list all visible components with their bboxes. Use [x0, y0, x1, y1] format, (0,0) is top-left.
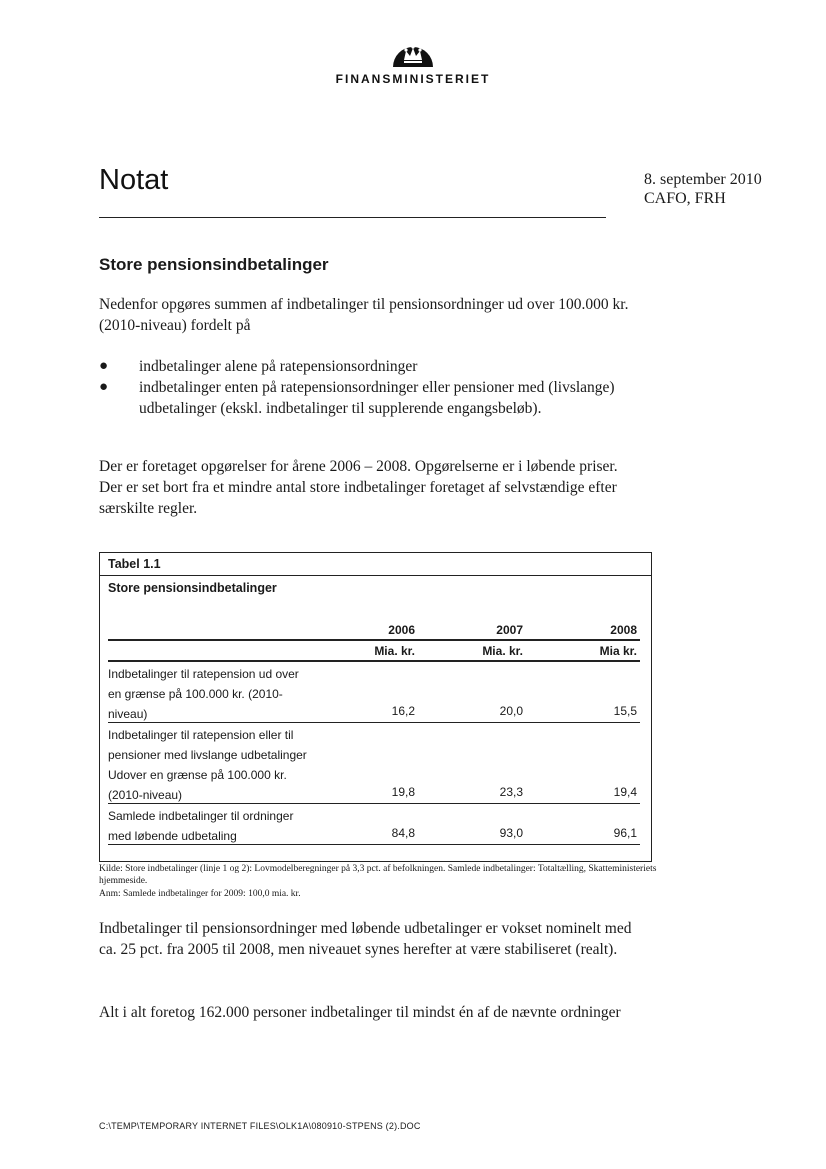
table-row-label: Indbetalinger til ratepension eller til pensioner med livslange udbetalinger Udover en grænse på 100.000 kr. (2010-niveau): [108, 728, 307, 802]
column-header-2008: 2008: [610, 623, 637, 637]
column-header-2006: 2006: [388, 623, 415, 637]
table-title-divider: [100, 575, 651, 576]
bullet-icon: ●: [99, 379, 109, 395]
bullet-list: [99, 356, 659, 419]
ministry-logo: [0, 38, 826, 86]
table-cell: 19,8: [391, 785, 415, 799]
column-header-2007: 2007: [496, 623, 523, 637]
summary-paragraph: Alt i alt foretog 162.000 personer indbetalinger til mindst én af de nævnte ordninger: [99, 1004, 621, 1021]
list-item: ● indbetalinger alene på ratepensionsordninger: [99, 358, 418, 375]
document-date: 8. september 2010: [644, 171, 762, 188]
header-rule: [108, 639, 640, 641]
row-rule: [108, 722, 640, 723]
document-initials: CAFO, FRH: [644, 190, 726, 207]
table-cell: 84,8: [391, 826, 415, 840]
list-item: ● indbetalinger enten på ratepensionsordninger eller pensioner med (livslange) udbetalinger (ekskl. indbetalinger til supplerende engangsbeløb).: [99, 379, 615, 417]
file-path-footer: C:\TEMP\TEMPORARY INTERNET FILES\OLK1A\080910-STPENS (2).DOC: [99, 1121, 421, 1131]
header-divider: [99, 217, 606, 218]
org-name: FINANSMINISTERIET: [335, 72, 491, 86]
row-rule: [108, 844, 640, 845]
unit-2007: Mia. kr.: [482, 644, 523, 658]
table-cell: 23,3: [499, 785, 523, 799]
data-table: [99, 552, 652, 862]
section-heading: Store pensionsindbetalinger: [99, 255, 329, 274]
table-cell: 15,5: [613, 704, 637, 718]
table-cell: 19,4: [613, 785, 637, 799]
table-cell: 20,0: [499, 704, 523, 718]
crown-emblem-icon: [390, 38, 436, 68]
table-label: Tabel 1.1: [108, 557, 161, 571]
growth-paragraph: Indbetalinger til pensionsordninger med løbende udbetalinger er vokset nominelt med ca. 25 pct. fra 2005 til 2008, men niveauet synes herefter at være stabiliseret (realt).: [99, 920, 632, 958]
table-cell: 93,0: [499, 826, 523, 840]
table-cell: 96,1: [613, 826, 637, 840]
intro-paragraph: Nedenfor opgøres summen af indbetalinger til pensionsordninger ud over 100.000 kr. (2010-niveau) fordelt på: [99, 296, 629, 334]
bullet-icon: ●: [99, 358, 109, 374]
unit-rule: [108, 660, 640, 662]
table-note: Anm: Samlede indbetalinger for 2009: 100,0 mia. kr.: [99, 889, 301, 899]
table-source: Kilde: Store indbetalinger (linje 1 og 2): Lovmodelberegninger på 3,3 pct. af befolkningen. Samlede indbetalinger: Totaltælling, Skatteministeriets hjemmeside.: [99, 864, 657, 886]
table-row-label: Indbetalinger til ratepension ud over en grænse på 100.000 kr. (2010- niveau): [108, 667, 299, 721]
table-row-label: Samlede indbetalinger til ordninger med løbende udbetaling: [108, 809, 294, 843]
unit-2008: Mia kr.: [599, 644, 637, 658]
document-meta: [644, 170, 762, 208]
unit-2006: Mia. kr.: [374, 644, 415, 658]
method-paragraph: Der er foretaget opgørelser for årene 2006 – 2008. Opgørelserne er i løbende priser. Der er set bort fra et mindre antal store indbetalinger foretaget af selvstændige efter særskilte regler.: [99, 458, 618, 517]
table-cell: 16,2: [391, 704, 415, 718]
table-title: Store pensionsindbetalinger: [108, 581, 277, 595]
row-rule: [108, 803, 640, 804]
document-type: Notat: [99, 164, 169, 196]
